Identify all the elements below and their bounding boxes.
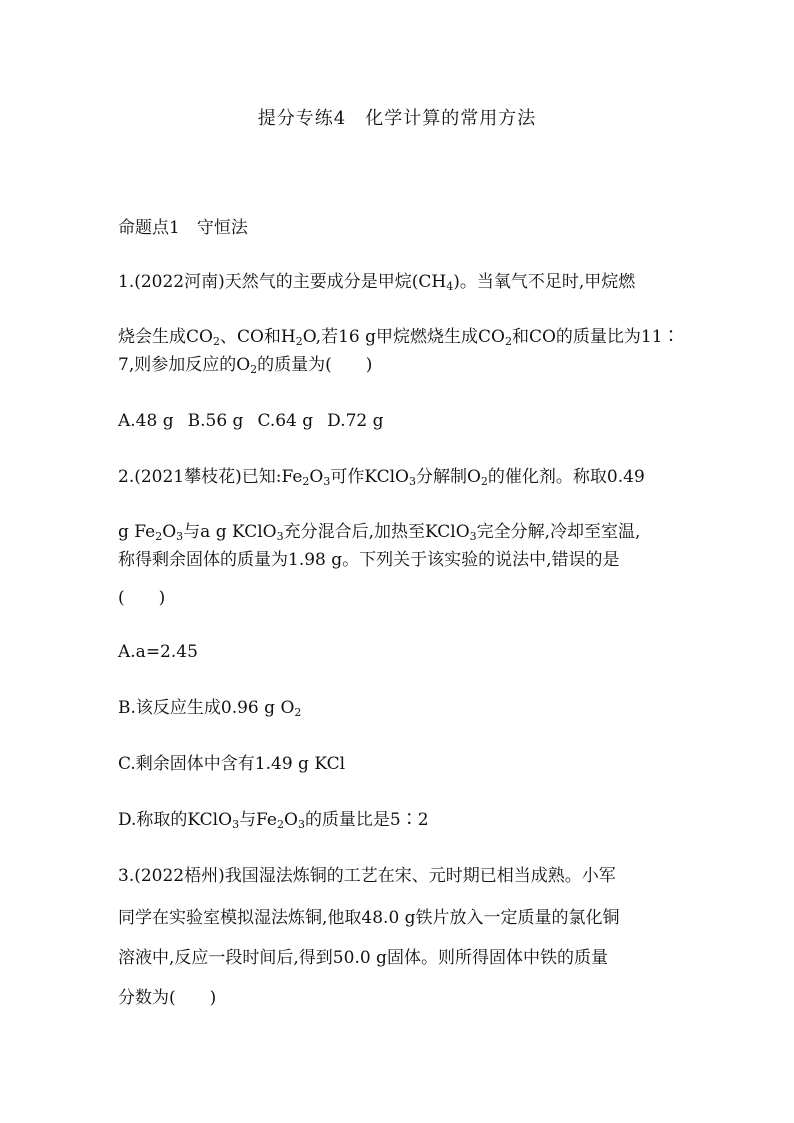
subscript: 2 [480,475,488,488]
text: 充分混合后,加热至KClO [283,522,470,542]
page-title: 提分专练4 化学计算的常用方法 [257,108,537,129]
text: 、CO和H [219,327,296,347]
subscript: 2 [155,530,163,543]
text: 分解制O [415,467,481,487]
subscript: 2 [302,475,310,488]
q1-option-c: C.64 g [257,411,314,431]
text: 的质量比是5∶2 [304,810,429,830]
text: B.该反应生成0.96 g O [118,698,295,718]
q1-option-b: B.56 g [187,411,244,431]
text: 的催化剂。称取0.49 [487,467,645,487]
text: 与Fe [239,810,277,830]
text: 与a g KClO [183,522,277,542]
subscript: 3 [323,475,331,488]
q3-line-2: 同学在实验室模拟湿法炼铜,他取48.0 g铁片放入一定质量的氯化铜 [118,908,620,928]
q1-option-a: A.48 g [118,411,174,431]
q2-option-b [118,696,301,720]
q2-line-1 [118,465,645,489]
q1-line-3 [118,353,372,377]
text: O,若16 g甲烷燃烧生成CO [302,327,505,347]
q1-line-2 [118,325,680,349]
subscript: 2 [504,335,512,348]
subscript: 3 [176,530,184,543]
text: 1.(2022河南)天然气的主要成分是甲烷(CH [118,272,447,292]
q1-option-d: D.72 g [327,411,384,431]
q2-option-a: A.a=2.45 [118,642,198,662]
text: O [162,522,177,542]
q2-line-2 [118,520,640,544]
text: 和CO的质量比为11∶ [511,327,680,347]
subscript: 3 [276,530,284,543]
text: 2.(2021攀枝花)已知:Fe [118,467,303,487]
text: 的质量为( ) [257,355,373,375]
text: O [309,467,324,487]
text: 完全分解,冷却至室温, [476,522,641,542]
subscript: 2 [277,818,284,831]
q3-line-3: 溶液中,反应一段时间后,得到50.0 g固体。则所得固体中铁的质量 [118,948,608,968]
text: 烧会生成CO [118,327,213,347]
section-heading: 命题点1 守恒法 [118,218,248,238]
subscript: 4 [446,280,454,293]
subscript: 2 [295,335,303,348]
q1-line-1 [118,270,635,294]
text: D.称取的KClO [118,810,233,830]
text: )。当氧气不足时,甲烷燃 [453,272,636,292]
subscript: 3 [408,475,416,488]
subscript: 2 [212,335,220,348]
text: 7,则参加反应的O [118,355,251,375]
subscript: 3 [297,818,305,831]
q2-line-3: 称得剩余固体的质量为1.98 g。下列关于该实验的说法中,错误的是 [118,550,620,570]
text: O [284,810,298,830]
text: g Fe [118,522,156,542]
subscript: 2 [250,363,258,376]
q2-option-c: C.剩余固体中含有1.49 g KCl [118,754,346,774]
text: 可作KClO [330,467,409,487]
q3-line-1: 3.(2022梧州)我国湿法炼铜的工艺在宋、元时期已相当成熟。小军 [118,866,616,886]
q2-option-d [118,808,429,832]
q2-line-4: ( ) [118,588,166,608]
subscript: 2 [294,706,302,719]
subscript: 3 [469,530,477,543]
q3-line-4: 分数为( ) [118,988,217,1008]
q1-options [118,409,384,433]
subscript: 3 [232,818,240,831]
